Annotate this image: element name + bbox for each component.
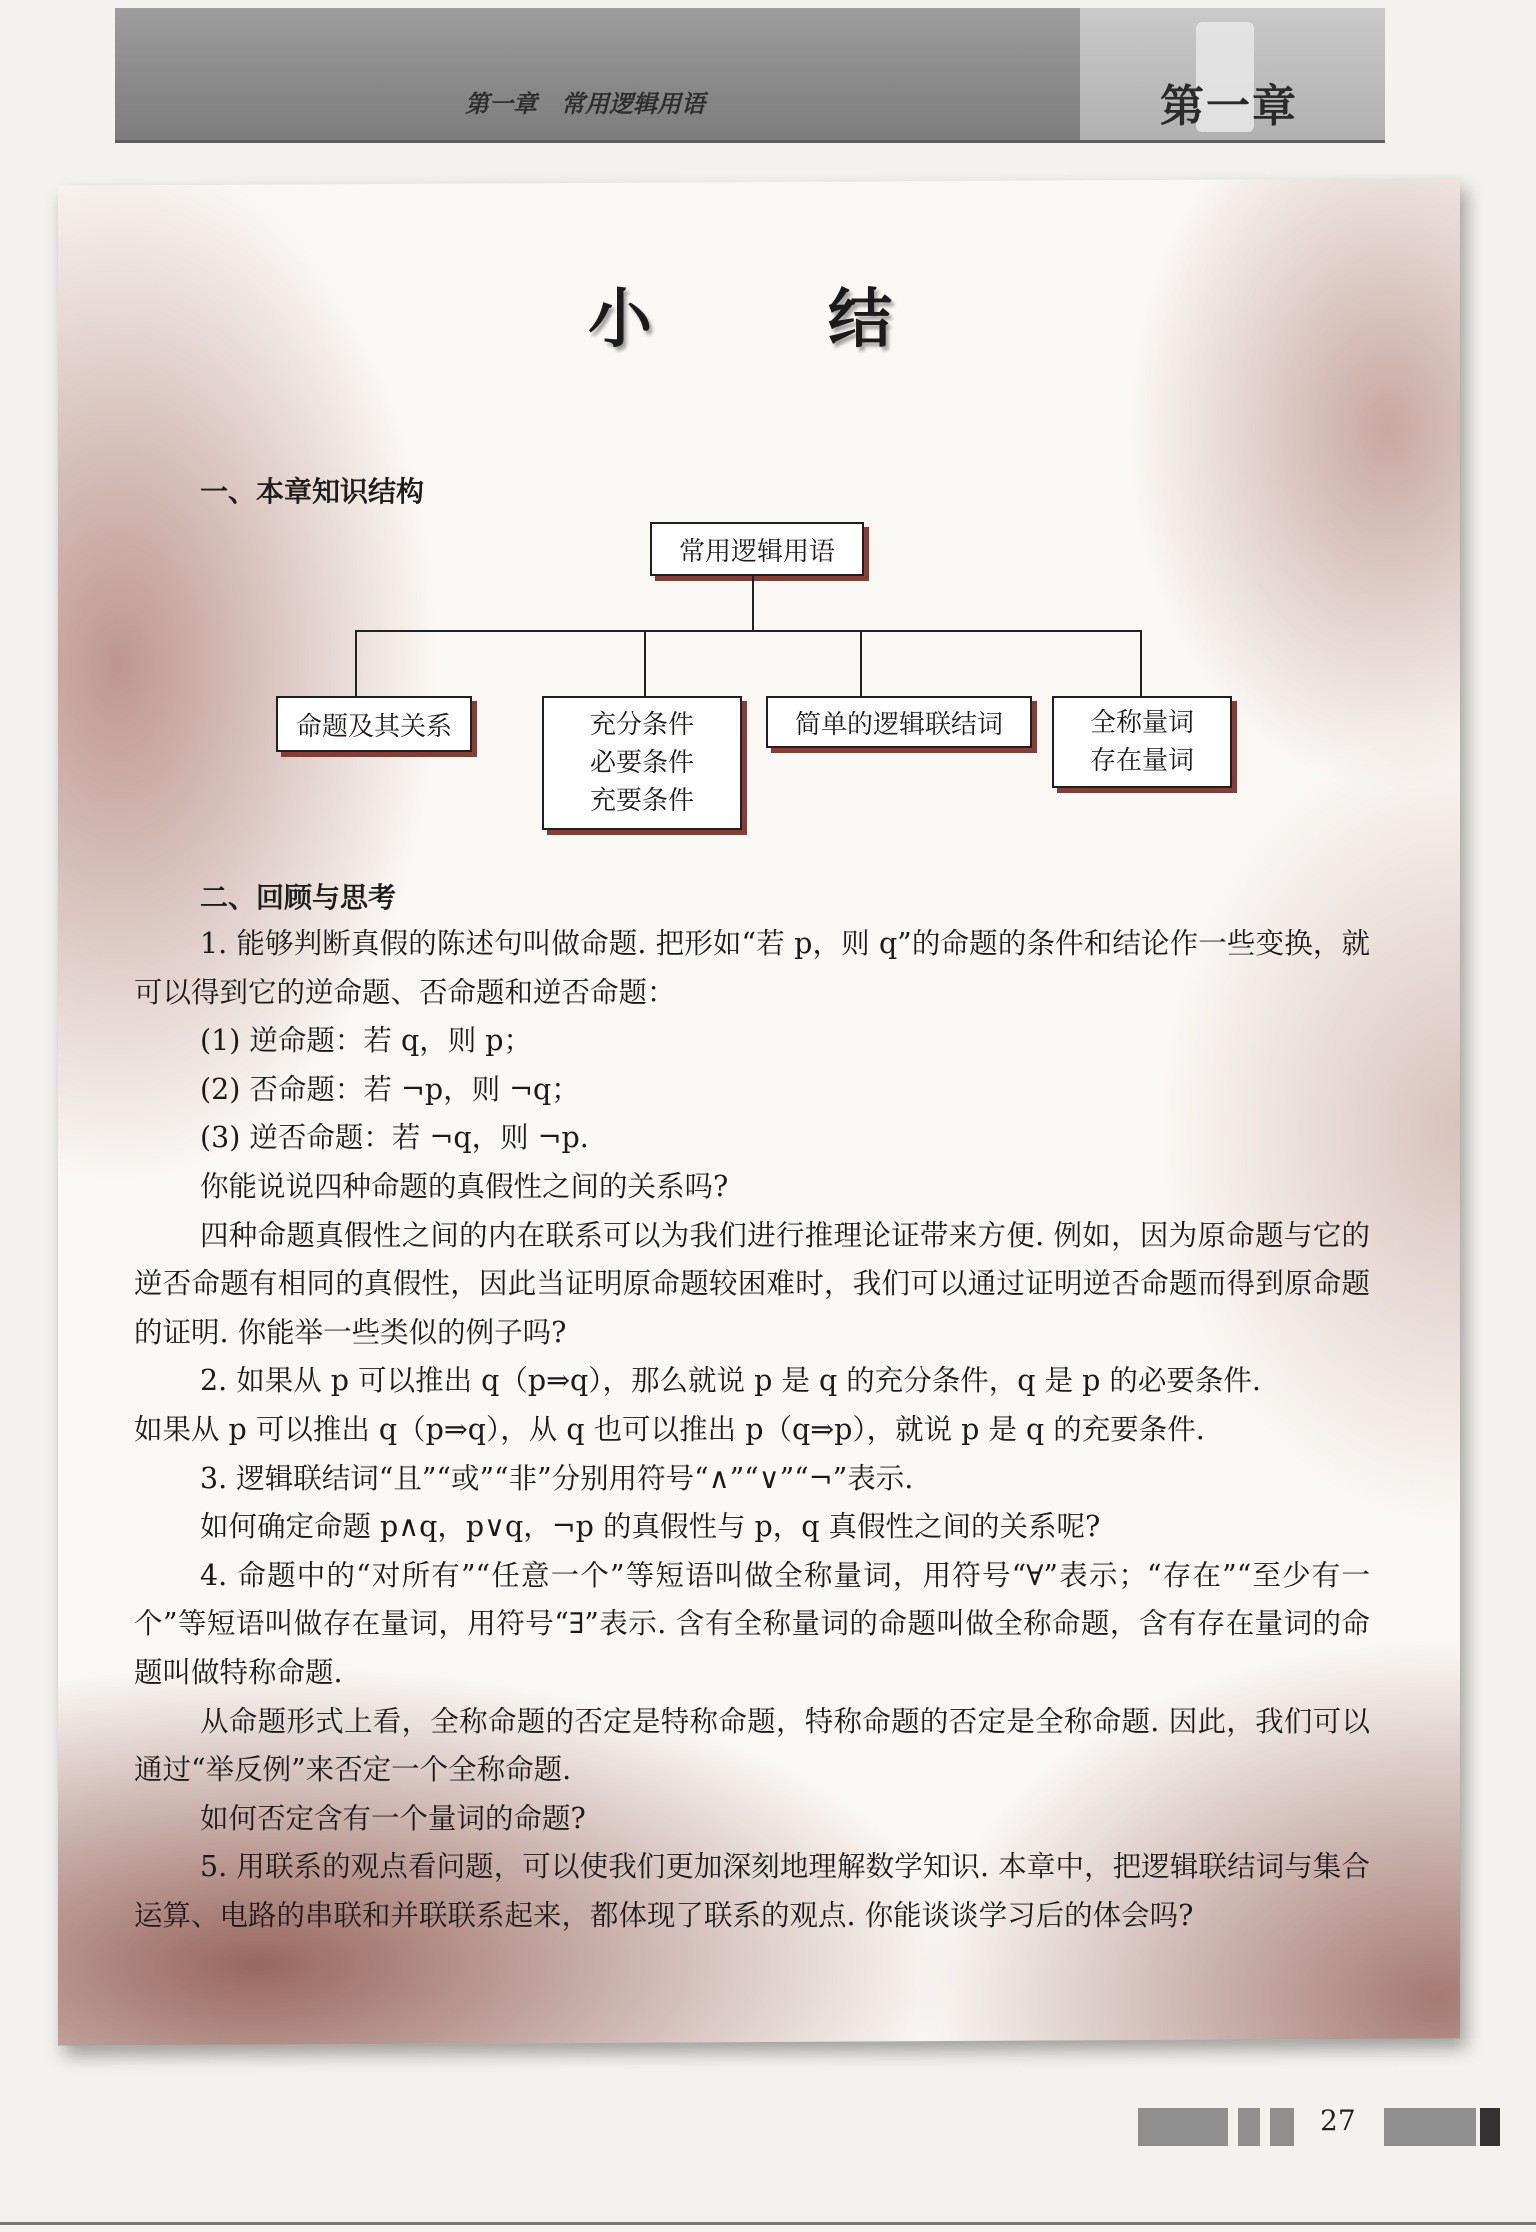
section-heading-review: 二、回顾与思考	[200, 881, 397, 914]
paragraph: 4. 命题中的“对所有”“任意一个”等短语叫做全称量词，用符号“∀”表示；“存在”“至少有一个”等短语叫做存在量词，用符号“∃”表示. 含有全称量词的命题叫做全称命题，含有存在量词的命题叫做特称命题.	[134, 1558, 1370, 1689]
node-label: 充分条件	[589, 710, 694, 740]
paragraph: 你能说说四种命题的真假性之间的关系吗?	[200, 1169, 729, 1203]
paragraph: 5. 用联系的观点看问题，可以使我们更加深刻地理解数学知识. 本章中，把逻辑联结词与集合运算、电路的串联和并联联系起来，都体现了联系的观点. 你能谈谈学习后的体会吗?	[134, 1850, 1370, 1932]
paragraph: (2) 否命题：若 ¬p，则 ¬q；	[200, 1072, 580, 1106]
diagram-node-connectives	[766, 696, 1032, 748]
node-label: 必要条件	[589, 748, 694, 778]
paragraph: 如果从 p 可以推出 q（p⇒q），从 q 也可以推出 p（q⇒p），就说 p 是 q 的充要条件.	[134, 1412, 1205, 1446]
node-label: 充要条件	[589, 786, 694, 816]
diagram-node-conditions	[542, 696, 742, 830]
paragraph: 2. 如果从 p 可以推出 q（p⇒q），那么就说 p 是 q 的充分条件，q 是 p 的必要条件.	[200, 1364, 1261, 1398]
paragraph: 3. 逻辑联结词“且”“或”“非”分别用符号“∧”“∨”“¬”表示.	[200, 1461, 914, 1495]
bottom-rule	[0, 2222, 1536, 2225]
page-number: 27	[1320, 2104, 1356, 2137]
connector-line	[355, 630, 357, 696]
connector-line	[1140, 630, 1142, 696]
paragraph: 如何否定含有一个量词的命题?	[200, 1801, 586, 1835]
connector-line	[860, 630, 862, 696]
connector-line	[355, 630, 1142, 632]
review-body	[134, 920, 1370, 1940]
node-label: 存在量词	[1089, 746, 1194, 776]
diagram-node-quantifiers	[1052, 696, 1232, 788]
paragraph: 如何确定命题 p∧q，p∨q，¬p 的真假性与 p，q 真假性之间的关系呢?	[200, 1510, 1101, 1544]
footer-bar	[1238, 2108, 1260, 2146]
node-label: 命题及其关系	[295, 711, 452, 742]
page-title: 小 结	[588, 283, 948, 357]
running-title: 第一章 常用逻辑用语	[465, 90, 705, 118]
footer-bar	[1138, 2108, 1228, 2146]
section-heading-structure: 一、本章知识结构	[200, 475, 425, 508]
connector-line	[644, 630, 646, 696]
footer-bar	[1480, 2108, 1500, 2146]
node-label: 简单的逻辑联结词	[794, 709, 1003, 740]
connector-line	[752, 574, 754, 630]
footer-bar	[1384, 2108, 1476, 2146]
diagram-root-label: 常用逻辑用语	[678, 536, 835, 567]
paragraph: 从命题形式上看，全称命题的否定是特称命题，特称命题的否定是全称命题. 因此，我们可以通过“举反例”来否定一个全称命题.	[134, 1704, 1370, 1787]
diagram-root-box	[650, 522, 864, 576]
paragraph: (1) 逆命题：若 q，则 p；	[200, 1024, 533, 1058]
footer-bar	[1270, 2108, 1294, 2146]
node-label: 全称量词	[1089, 708, 1194, 738]
diagram-node-propositions	[276, 696, 472, 752]
paragraph: 1. 能够判断真假的陈述句叫做命题. 把形如“若 p，则 q”的命题的条件和结论作一些变换，就可以得到它的逆命题、否命题和逆否命题：	[134, 927, 1370, 1009]
paragraph: (3) 逆否命题：若 ¬q，则 ¬p.	[200, 1121, 589, 1155]
paragraph: 四种命题真假性之间的内在联系可以为我们进行推理论证带来方便. 例如，因为原命题与它的逆否命题有相同的真假性，因此当证明原命题较困难时，我们可以通过证明逆否命题而得到原命题的证明. 你能举一些类似的例子吗?	[134, 1218, 1370, 1349]
chapter-label: 第一章	[1160, 81, 1298, 132]
